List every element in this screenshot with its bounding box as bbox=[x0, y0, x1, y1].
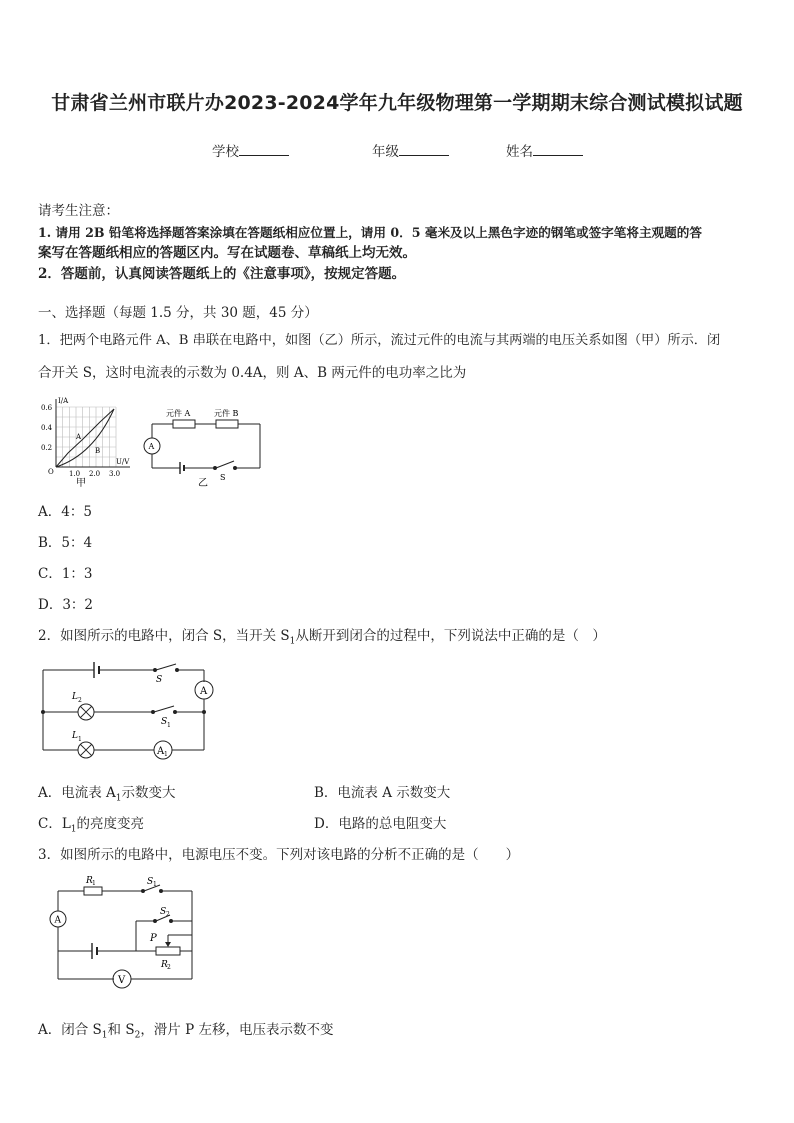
label-r1-sub: 1 bbox=[92, 880, 96, 887]
y-tick: 0.6 bbox=[41, 404, 53, 412]
label-r1: R bbox=[86, 876, 93, 886]
label-v: V bbox=[118, 975, 126, 986]
q2-circuit bbox=[36, 654, 222, 764]
q1-option-c: C．1：3 bbox=[38, 566, 93, 582]
comp-a-label: 元件 A bbox=[166, 409, 191, 418]
curve-b-label: B bbox=[95, 447, 101, 455]
label-a1: A bbox=[157, 746, 165, 757]
notice-item1a: 1. 请用 2B 铅笔将选择题答案涂填在答题纸相应位置上，请用 0．5 毫米及以上黑色字迹的钢笔或签字笔将主观题的答 bbox=[38, 225, 702, 240]
y-tick: 0.2 bbox=[41, 444, 53, 452]
q1-option-d: D．3：2 bbox=[38, 597, 94, 613]
q2-option-d: D．电路的总电阻变大 bbox=[314, 816, 447, 832]
q3-stem: 3．如图所示的电路中，电源电压不变。下列对该电路的分析不正确的是（ ） bbox=[38, 847, 520, 863]
curve-a bbox=[56, 409, 114, 467]
q3-option-a: A．闭合 $S_1$和 $S_2$，滑片 P 左移，电压表示数不变 bbox=[38, 1022, 334, 1041]
x-tick: 1.0 bbox=[69, 470, 81, 478]
label-a: A bbox=[200, 686, 208, 697]
q1-option-b: B．5：4 bbox=[38, 535, 93, 551]
notice-item2: 2．答题前，认真阅读答题纸上的《注意事项》，按规定答题。 bbox=[38, 266, 406, 282]
y-axis-label: I/A bbox=[58, 397, 69, 405]
resistor-b bbox=[216, 420, 238, 428]
name-field: 姓名 bbox=[506, 140, 583, 160]
switch-s1-icon bbox=[154, 706, 174, 712]
notice-heading: 请考生注意： bbox=[38, 203, 119, 219]
switch-label: S bbox=[220, 473, 226, 482]
curve-a-label: A bbox=[76, 433, 82, 441]
switch-icon bbox=[216, 461, 234, 468]
label-l2-sub: 2 bbox=[78, 697, 82, 704]
q1-option-a: A．4：5 bbox=[38, 504, 92, 520]
label-p: P bbox=[150, 933, 157, 944]
section-heading: 一、选择题（每题 1.5 分，共 30 题，45 分） bbox=[38, 305, 318, 321]
label-r2-sub: 2 bbox=[167, 964, 171, 971]
q1-line2: 合开关 S，这时电流表的示数为 0.4A，则 A、B 两元件的电功率之比为 bbox=[38, 365, 467, 381]
label-l2: L bbox=[72, 692, 78, 702]
figure-caption-jia: 甲 bbox=[76, 478, 86, 488]
x-tick: 3.0 bbox=[109, 470, 121, 478]
origin-label: O bbox=[48, 468, 54, 476]
label-l1-sub: 1 bbox=[78, 736, 82, 743]
label-l1: L bbox=[72, 731, 78, 741]
label-s1: S bbox=[147, 877, 154, 887]
notice-item1b: 案写在答题纸相应的答题区内。写在试题卷、草稿纸上均无效。 bbox=[38, 245, 416, 261]
x-axis-label: U/V bbox=[116, 458, 130, 466]
ammeter-label: A bbox=[148, 442, 155, 451]
q3-circuit bbox=[44, 871, 200, 993]
resistor-a bbox=[173, 420, 195, 428]
comp-b-label: 元件 B bbox=[214, 409, 239, 418]
figure-caption-yi: 乙 bbox=[198, 478, 208, 488]
school-field: 学校 bbox=[212, 140, 289, 160]
q2-option-b: B．电流表 A 示数变大 bbox=[314, 785, 451, 801]
q1-graph-jia bbox=[38, 395, 140, 488]
label-s2-sub: 2 bbox=[166, 911, 170, 918]
label-s1-sub: 1 bbox=[153, 881, 157, 888]
grade-field: 年级 bbox=[372, 140, 449, 160]
q1-circuit-yi bbox=[142, 404, 270, 488]
resistor-r1 bbox=[84, 887, 102, 895]
q2-option-a: A．电流表 $A_1$示数变大 bbox=[38, 785, 176, 804]
q1-line1: 1．把两个电路元件 A、B 串联在电路中，如图（乙）所示，流过元件的电流与其两端的电压关系如图（甲）所示．闭 bbox=[38, 333, 721, 348]
x-tick: 2.0 bbox=[89, 470, 101, 478]
label-s1-sub: 1 bbox=[167, 722, 171, 729]
label-a1-sub: 1 bbox=[164, 751, 168, 758]
label-s1: S bbox=[161, 717, 168, 727]
y-tick: 0.4 bbox=[41, 424, 53, 432]
label-s2: S bbox=[160, 907, 167, 917]
page-title: 甘肃省兰州市联片办2023-2024学年九年级物理第一学期期末综合测试模拟试题 bbox=[51, 92, 743, 114]
q2-option-c: C．$L_1$的亮度变亮 bbox=[38, 816, 145, 835]
label-r2: R bbox=[161, 960, 168, 970]
label-s: S bbox=[156, 675, 163, 685]
q2-stem: 2．如图所示的电路中，闭合 S，当开关 $S_1$从断开到闭合的过程中，下列说法中正确的是（ ） bbox=[38, 628, 606, 647]
label-a: A bbox=[54, 915, 61, 926]
rheostat-r2 bbox=[156, 947, 180, 955]
switch-s-icon bbox=[156, 664, 176, 670]
